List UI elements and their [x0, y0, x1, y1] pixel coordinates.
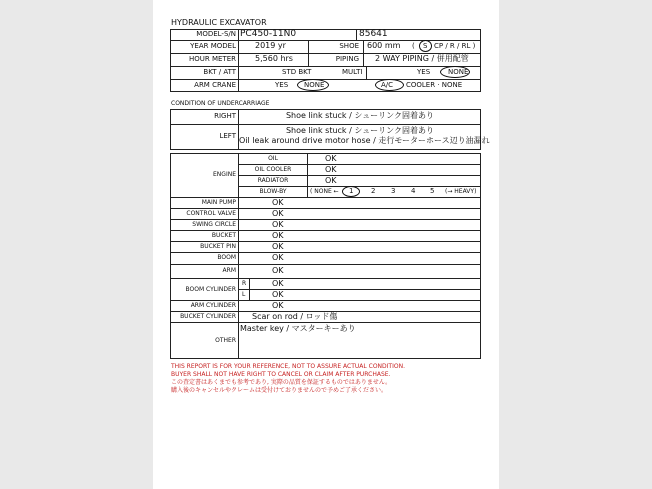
control-valve-label: CONTROL VALVE [186, 210, 236, 217]
shoe-label: SHOE [339, 42, 359, 50]
piping-value: 2 WAY PIPING / 併用配管 [375, 54, 469, 63]
bkt-label: BKT / ATT [203, 68, 236, 76]
undercarriage-left-value-1: Shoe link stuck / シューリンク固着あり [285, 126, 435, 135]
arm-crane-yes: YES [275, 81, 289, 89]
arm-crane-none: NONE [304, 81, 325, 89]
disclaimer-line-1: THIS REPORT IS FOR YOUR REFERENCE, NOT TO ASSURE ACTUAL CONDITION. [171, 363, 405, 370]
boom-cylinder-r-value: OK [272, 279, 284, 288]
document-title: HYDRAULIC EXCAVATOR [171, 18, 267, 27]
bucket-label: BUCKET [211, 232, 236, 239]
disclaimer-line-2: BUYER SHALL NOT HAVE RIGHT TO CANCEL OR CLAIM AFTER PURCHASE. [171, 371, 391, 378]
multi-none: NONE [448, 68, 469, 76]
oil-value: OK [325, 154, 337, 163]
bucket-value: OK [272, 231, 284, 240]
boom-cylinder-l-label: L [242, 291, 246, 298]
engine-label: ENGINE [213, 171, 236, 178]
ac-selected-circle [375, 79, 404, 91]
shoe-options: CP / R / RL ) [434, 42, 476, 50]
arm-label: ARM [222, 267, 236, 274]
blow-by-scale-2: 2 [371, 187, 376, 195]
arm-crane-label: ARM CRANE [194, 81, 236, 89]
undercarriage-heading: CONDITION OF UNDERCARRIAGE [171, 100, 270, 107]
arm-value: OK [272, 266, 284, 275]
blow-by-scale-3: 3 [391, 187, 396, 195]
shoe-value: 600 mm [367, 41, 401, 50]
blow-by-scale-5: 5 [430, 187, 435, 195]
main-pump-label: MAIN PUMP [201, 199, 236, 206]
arm-crane-selected-circle [297, 79, 329, 91]
shoe-selected-circle [419, 40, 432, 52]
arm-cylinder-value: OK [272, 301, 284, 310]
shoe-type-s: S [423, 42, 428, 50]
bucket-cylinder-label: BUCKET CYLINDER [180, 313, 236, 320]
model-label: MODEL-S/N [196, 30, 236, 38]
oil-cooler-value: OK [325, 165, 337, 174]
oil-cooler-label: OIL COOLER [254, 166, 292, 173]
shoe-open-paren: ( [412, 42, 415, 50]
year-value: 2019 yr [255, 41, 286, 50]
other-value: Master key / マスターキーあり [240, 324, 356, 333]
main-pump-value: OK [272, 198, 284, 207]
hour-value: 5,560 hrs [255, 54, 293, 63]
model-value: PC450-11N0 [240, 29, 297, 39]
boom-cylinder-label: BOOM CYLINDER [185, 286, 236, 293]
blow-by-scale-1: 1 [349, 187, 354, 195]
blow-by-suffix: (→ HEAVY) [445, 188, 477, 195]
multi-selected-circle [440, 66, 470, 78]
arm-cylinder-label: ARM CYLINDER [190, 302, 236, 309]
blow-by-selected-circle [342, 186, 360, 197]
radiator-value: OK [325, 176, 337, 185]
multi-yes: YES [417, 68, 431, 76]
bucket-cylinder-value: Scar on rod / ロッド傷 [252, 312, 338, 321]
undercarriage-left-label: LEFT [219, 132, 236, 140]
swing-circle-value: OK [272, 220, 284, 229]
swing-circle-label: SWING CIRCLE [192, 221, 236, 228]
boom-label: BOOM [217, 254, 236, 261]
blow-by-label: BLOW-BY [259, 188, 287, 195]
radiator-label: RADIATOR [257, 177, 289, 184]
undercarriage-left-value-2: Oil leak around drive motor hose / 走行モーターホース辺り油漏れ [239, 136, 490, 145]
control-valve-value: OK [272, 209, 284, 218]
other-label: OTHER [215, 337, 236, 344]
year-label: YEAR MODEL [190, 42, 236, 50]
boom-cylinder-l-value: OK [272, 290, 284, 299]
blow-by-prefix: ( NONE ← [310, 188, 339, 195]
cooler-none: COOLER · NONE [406, 81, 463, 89]
undercarriage-right-label: RIGHT [214, 112, 236, 120]
boom-cylinder-r-label: R [242, 280, 247, 287]
bkt-value: STD BKT [282, 68, 312, 76]
bucket-pin-value: OK [272, 242, 284, 251]
hour-label: HOUR METER [188, 55, 236, 63]
blow-by-scale-4: 4 [411, 187, 416, 195]
inspection-sheet [153, 0, 499, 489]
undercarriage-right-value: Shoe link stuck / シューリンク固着あり [285, 111, 435, 120]
multi-label: MULTI [342, 68, 363, 76]
bucket-pin-label: BUCKET PIN [200, 243, 236, 250]
ac-label: A/C [381, 81, 394, 89]
boom-value: OK [272, 253, 284, 262]
piping-label: PIPING [335, 55, 359, 63]
serial-value: 85641 [359, 29, 388, 39]
disclaimer-line-4: 購入後のキャンセルやクレームは受付けておりませんので予めご了承ください。 [171, 387, 388, 394]
disclaimer-line-3: この査定書はあくまでも参考であり, 実際の品質を保証するものではありません。 [171, 379, 392, 386]
oil-label: OIL [268, 155, 278, 162]
